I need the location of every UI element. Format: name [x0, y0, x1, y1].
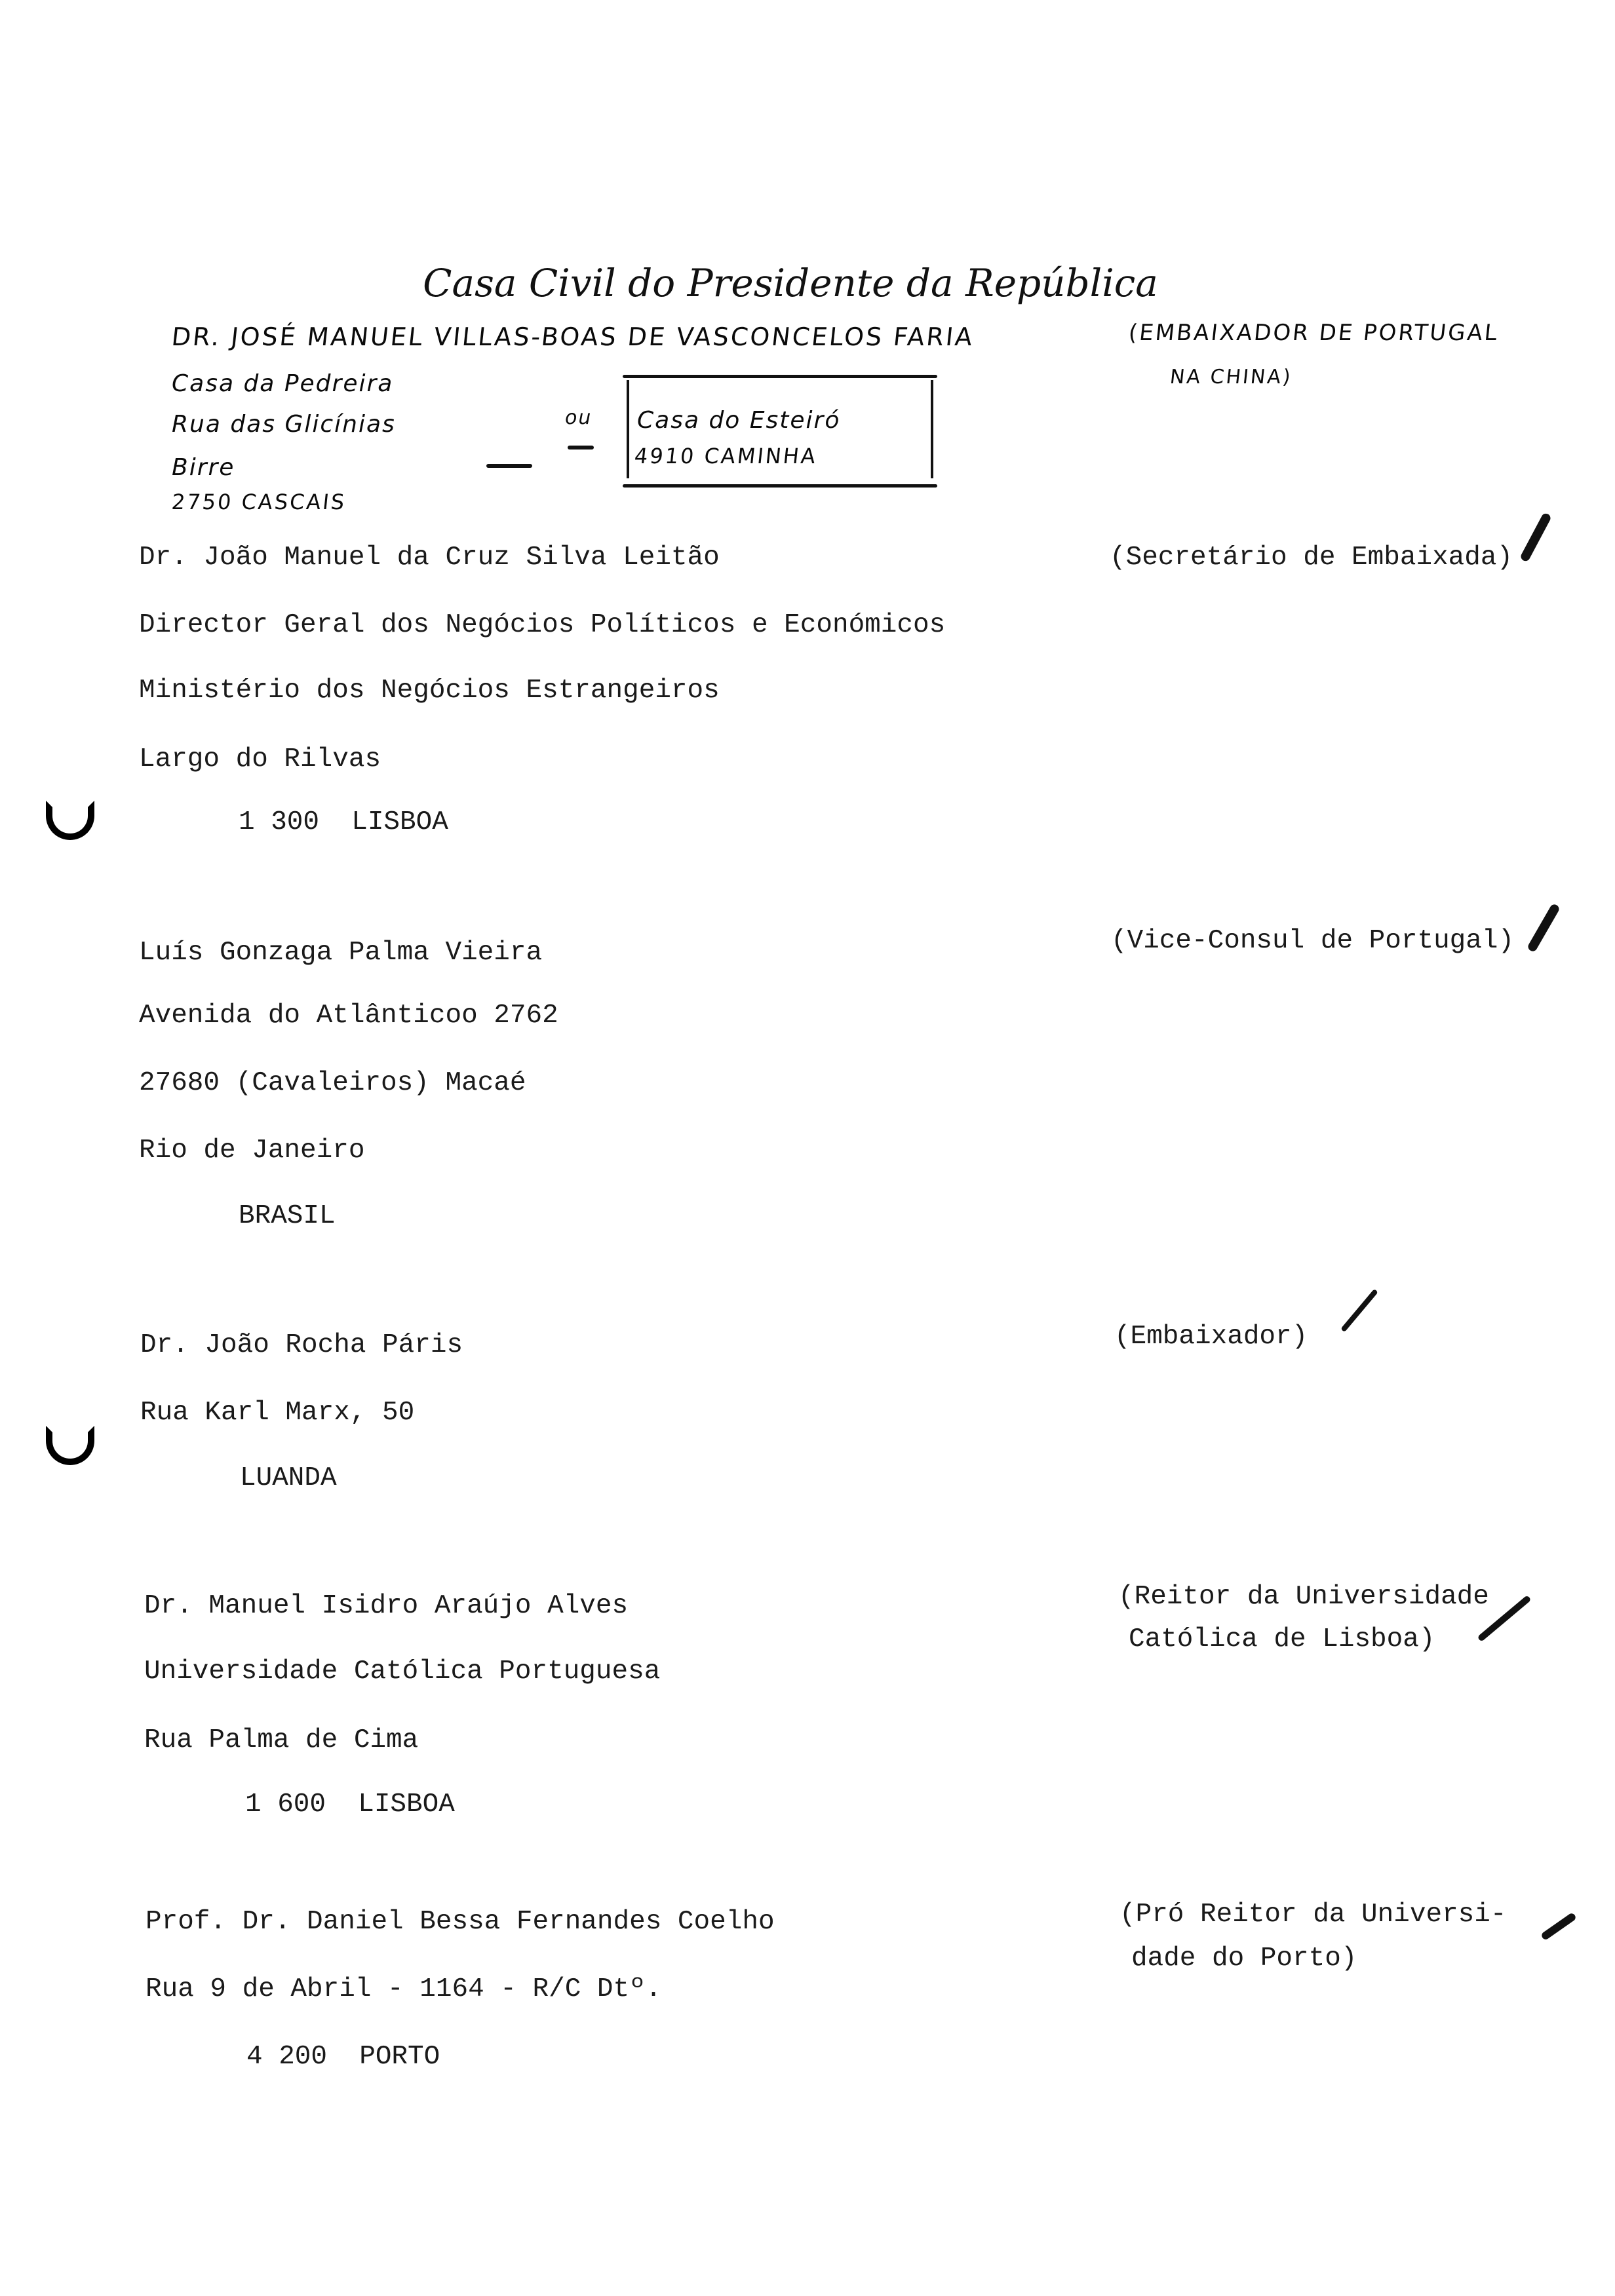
- entry-role: (Embaixador): [1114, 1322, 1308, 1352]
- letterhead: Casa Civil do Presidente da República: [423, 261, 1158, 305]
- handwritten-title-line2: NA CHINA): [1169, 366, 1294, 389]
- entry-name: Luís Gonzaga Palma Vieira: [139, 938, 543, 968]
- handwritten-title-line1: (EMBAIXADOR DE PORTUGAL: [1127, 320, 1500, 346]
- handwritten-alt-address-line: 4910 CAMINHA: [633, 444, 819, 469]
- entry-postal: BRASIL: [239, 1201, 336, 1231]
- entry-line: Rua Palma de Cima: [144, 1725, 419, 1755]
- entry-postal: LUANDA: [240, 1463, 337, 1493]
- handwritten-address-line: 2750 CASCAIS: [170, 489, 348, 514]
- entry-role: Católica de Lisboa): [1129, 1624, 1435, 1655]
- entry-postal: 1 600 LISBOA: [245, 1789, 455, 1820]
- entry-postal: 1 300 LISBOA: [239, 807, 448, 837]
- handwritten-address-line: Rua das Glicínias: [172, 411, 396, 438]
- entry-line: Avenida do Atlânticoo 2762: [139, 1001, 558, 1031]
- entry-role: (Pró Reitor da Universi-: [1119, 1900, 1507, 1930]
- handwritten-alt-address-line: Casa do Esteiró: [637, 407, 841, 434]
- entry-name: Dr. João Rocha Páris: [140, 1330, 463, 1360]
- handwritten-address-line: Birre: [172, 454, 235, 481]
- entry-role: (Vice-Consul de Portugal): [1111, 926, 1515, 956]
- punch-hole: [46, 1426, 94, 1465]
- dash-mark: [486, 464, 532, 468]
- entry-line: Rua 9 de Abril - 1164 - R/C Dtº.: [146, 1974, 662, 2004]
- entry-postal: 4 200 PORTO: [246, 2042, 440, 2072]
- dash-mark: [568, 446, 594, 450]
- entry-role: (Secretário de Embaixada): [1110, 543, 1513, 573]
- check-mark: [1527, 903, 1561, 953]
- entry-line: 27680 (Cavaleiros) Macaé: [139, 1068, 526, 1098]
- check-mark: [1340, 1289, 1378, 1332]
- entry-line: Rua Karl Marx, 50: [140, 1398, 415, 1428]
- punch-hole: [46, 801, 94, 840]
- entry-name: Dr. João Manuel da Cruz Silva Leitão: [139, 543, 720, 573]
- entry-role: dade do Porto): [1131, 1943, 1357, 1974]
- entry-name: Prof. Dr. Daniel Bessa Fernandes Coelho: [146, 1907, 775, 1937]
- entry-line: Director Geral dos Negócios Políticos e Económicos: [139, 610, 946, 640]
- entry-name: Dr. Manuel Isidro Araújo Alves: [144, 1591, 629, 1621]
- check-mark: [1540, 1912, 1577, 1941]
- check-mark: [1519, 512, 1552, 562]
- handwritten-address-line: Casa da Pedreira: [172, 370, 394, 397]
- handwritten-name: DR. JOSÉ MANUEL VILLAS-BOAS DE VASCONCELOS FARIA: [170, 322, 976, 351]
- entry-line: Universidade Católica Portuguesa: [144, 1656, 661, 1687]
- handwritten-or: ou: [565, 406, 593, 429]
- entry-line: Largo do Rilvas: [139, 744, 381, 775]
- entry-line: Ministério dos Negócios Estrangeiros: [139, 676, 720, 706]
- entry-role: (Reitor da Universidade: [1118, 1582, 1489, 1612]
- entry-line: Rio de Janeiro: [139, 1136, 365, 1166]
